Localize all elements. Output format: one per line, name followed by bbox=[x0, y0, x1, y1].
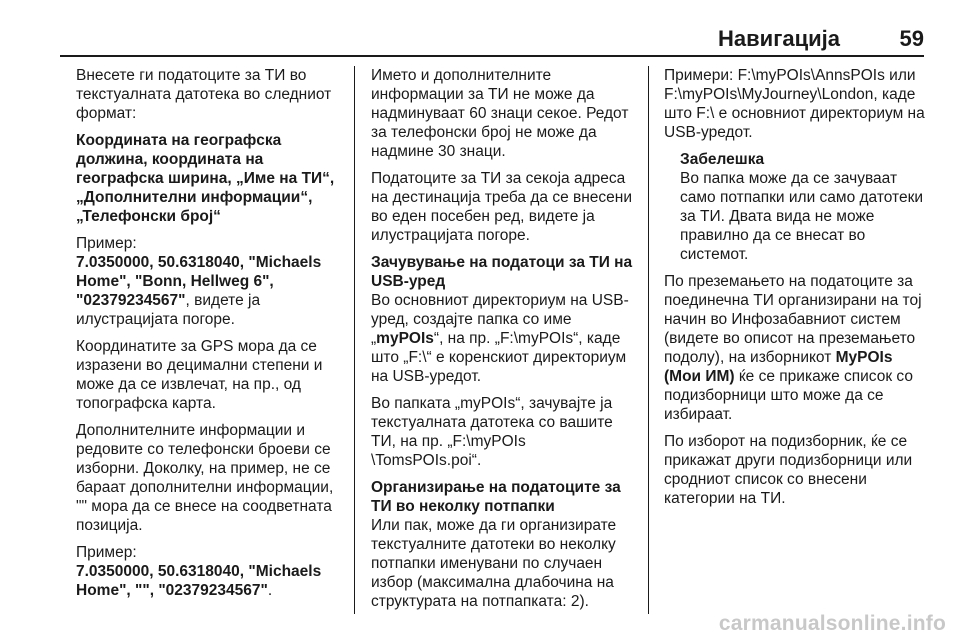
heading-organize: Организирање на податоците за ТИ во неколку потпапки bbox=[371, 479, 621, 515]
page-header bbox=[0, 0, 960, 58]
column-3 bbox=[664, 66, 928, 516]
folder-name: myPOIs bbox=[376, 330, 434, 347]
extra-info-paragraph: Дополнителните информации и редовите со телефонски броеви се изборни. Доколку, на пример, не се бараат дополнителни информации, "" мора да се внесе на соодветната позиција. bbox=[76, 422, 334, 534]
example-2-code: 7.0350000, 50.6318040, "Michaels Home", "", "02379234567" bbox=[76, 563, 322, 599]
download-paragraph bbox=[664, 272, 928, 424]
column-1 bbox=[76, 66, 348, 608]
organize-paragraph: Или пак, може да ги организирате текстуалните датотеки во неколку потпапки именувани по случаен избор (максимална длабочина на структурата на потпапката: 2). bbox=[371, 517, 617, 610]
section-title: Навигација bbox=[718, 26, 840, 51]
note-text: Во папка може да се зачуваат само потпапки или само датотеки за ТИ. Двата вида не може правилно да се внесат во системот. bbox=[680, 170, 924, 263]
example-1-tail: , видете ја илустрацијата погоре. bbox=[76, 292, 261, 328]
example-2-tail: . bbox=[267, 582, 273, 599]
example-1 bbox=[76, 234, 348, 329]
save-paragraph bbox=[371, 291, 633, 386]
header-rule bbox=[60, 55, 924, 57]
watermark: carmanualsonline.info bbox=[718, 612, 946, 635]
download-text-b: ќе се прикаже список со подизборници што може да се избираат. bbox=[664, 368, 913, 423]
menu-name: MyPOIs (Мои ИМ) bbox=[664, 349, 893, 385]
page-number: 59 bbox=[899, 26, 924, 51]
note-box bbox=[680, 150, 928, 264]
example-1-label: Пример: bbox=[76, 235, 137, 252]
heading-save-usb: Зачувување на податоци за ТИ на USB-уред bbox=[371, 254, 633, 290]
gps-paragraph: Координатите за GPS мора да се изразени во децимални степени и може да се извлечат, на пр., од топографска карта. bbox=[76, 338, 323, 412]
one-line-paragraph: Податоците за ТИ за секоја адреса на дестинација треба да се внесени во еден посебен ред, видете ја илустрацијата погоре. bbox=[371, 170, 633, 244]
save-text-b: “, на пр. „F:\myPOIs“, каде што „F:\“ е коренскиот директориум на USB-уредот. bbox=[371, 330, 627, 385]
save-text-a: Во основниот директориум на USB-уред, создајте папка со име „ bbox=[371, 292, 629, 347]
note-title: Забелешка bbox=[680, 151, 765, 168]
select-paragraph: По изборот на подизборник, ќе се прикажат други подизборници или сродниот список со внесени категории на ТИ. bbox=[664, 433, 913, 507]
column-2 bbox=[371, 66, 633, 619]
example-2-label: Пример: bbox=[76, 544, 137, 561]
length-limits-paragraph: Името и дополнителните информации за ТИ не може да надминуваат 60 знаци секое. Редот за телефонски број не може да надмине 30 знаци. bbox=[371, 67, 629, 160]
format-spec: Координата на географска должина, координата на географска ширина, „Име на ТИ“, „Дополнителни информации“, „Телефонски број“ bbox=[76, 132, 335, 225]
examples-paragraph: Примери: F:\myPOIs\AnnsPOIs или F:\myPOIs\MyJourney\London, каде што F:\ е основниот директориум на USB-уредот. bbox=[664, 67, 925, 141]
intro-paragraph: Внесете ги податоците за ТИ во текстуалната датотека во следниот формат: bbox=[76, 67, 332, 122]
example-1-code: 7.0350000, 50.6318040, "Michaels Home", "Bonn, Hellweg 6", "02379234567" bbox=[76, 254, 322, 309]
example-2 bbox=[76, 543, 348, 600]
column-divider-1 bbox=[354, 66, 355, 614]
column-divider-2 bbox=[648, 66, 649, 614]
download-text-a: По преземањето на податоците за поединечна ТИ организирани на тој начин во Инфозабавниот систем (видете во описот на преземањето подолу), на изборникот bbox=[664, 273, 922, 366]
folder-paragraph: Во папката „myPOIs“, зачувајте ја текстуалната датотека со вашите ТИ, на пр. „F:\myPOIs \TomsPOIs.poi“. bbox=[371, 395, 613, 469]
